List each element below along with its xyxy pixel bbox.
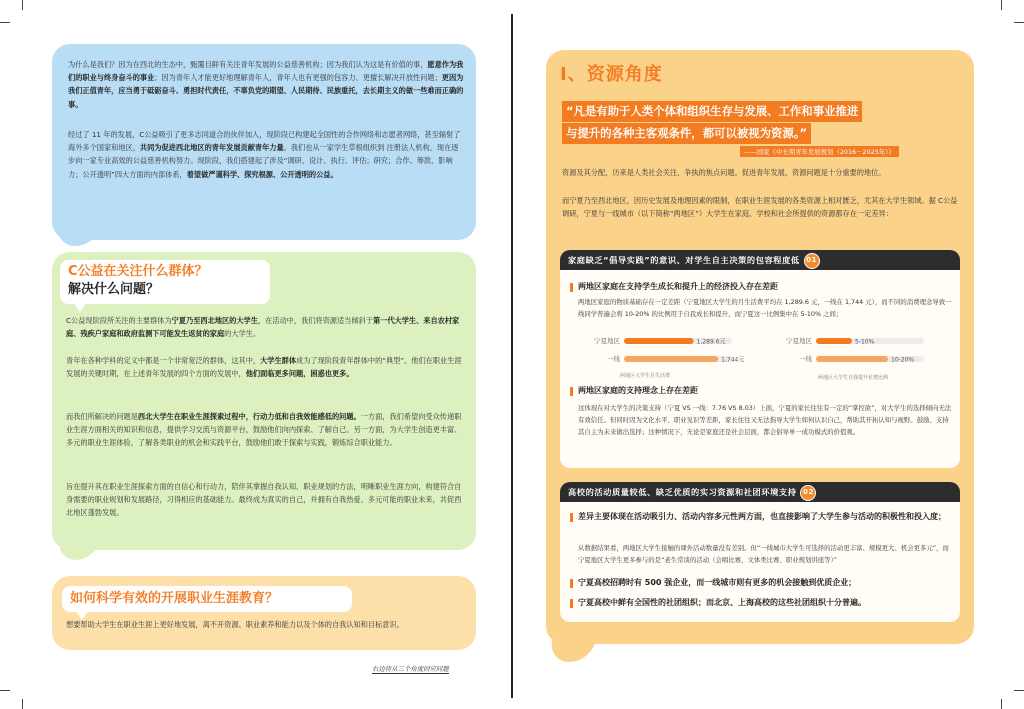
who-paragraph-2: 青年在各种学科的定义中都是一个非常宽泛的群体，这其中，大学生群体成为了现阶段青年群体中的“典型”。他们在职业生涯发展的关键时期，在上述青年发展的四个方面的发展中，他们面临更多问题，困惑也更多。 — [66, 356, 462, 379]
crop-mark — [1001, 699, 1002, 709]
how-title: 如何科学有效的开展职业生涯教育？ — [70, 591, 279, 606]
school-bullet-2: 宁夏高校招聘时有 500 强企业，而一线城市则有更多的机会接触到优质企业； — [578, 576, 954, 590]
crop-mark — [0, 22, 10, 23]
quote-block — [562, 100, 952, 144]
crop-mark — [1014, 22, 1024, 23]
family-text-1: 两地区家庭的物质基础存在一定差距（宁夏地区大学生的月生活费平均在 1,289.6 元，一线在 1,744 元），而不同的消费理念导致一线同学普遍会将 10-20% 的比例用于自我成长和提升，而宁夏这一比例集中在 5-10% 之间； — [578, 298, 952, 318]
quote-line-2: 与提升的各种主客观条件，都可以被视为资源。” — [562, 123, 811, 144]
intro-paragraph-2: 经过了 11 年的发展，C公益吸引了更多志同道合的伙伴加入，现阶段已构建起全国性的合作网络和志愿者网络，甚至辐射了海外多个国家和地区，共同为促进西北地区的青年发展贡献青年力量。我们也从一家学生草根组织到 注册法人机构，现在逐步向一家专业高效的公益慈善机构努力。现阶段，我们搭建起了涉及“调研、设计、执行、评估；研究；合作、筹款、影响力；公开透明”四大方面的内部体系，着望做严谨科学、探究根源、公开透明的公益。 — [68, 130, 461, 179]
family-box-header: 家庭缺乏“倡导实践”的意识、对学生自主决策的包容程度低 01 — [560, 250, 960, 270]
family-bullet-1: 两地区家庭在支持学生成长和提升上的经济投入存在差距 — [578, 280, 954, 294]
badge-02: 02 — [800, 485, 816, 501]
school-bullet-3: 宁夏高校中鲜有全国性的社团组织；而北京、上海高校的这些社团组织十分普遍。 — [578, 596, 954, 610]
crop-mark — [0, 690, 10, 691]
living-cost-category-label: 宁夏地区 — [594, 337, 620, 345]
intro-paragraph-1: 为什么是我们？因为在西北的生态中，甄霭目鲜有关注青年发展的公益慈善机构；因为我们认为这是有价值的事，愿意作为我们的职业与终身奋斗的事业；因为青年人才能更好地理解青年人，青年人也有更强的包容力、更擅长解决开放性问题；更因为我们正值青年，应当勇于砥砺奋斗、勇担时代责任，不辜负党的期望、人民期待、民族重托，去长期主义的做一些难而正确的事。 — [68, 60, 464, 109]
school-box-header: 高校的活动质量较低、缺乏优质的实习资源和社团环境支持 02 — [560, 482, 960, 502]
page-spine — [511, 14, 513, 698]
living-cost-value-label: 1,289.6元 — [696, 338, 726, 346]
living-cost-bar — [624, 338, 694, 344]
quote-line-1: “凡是有助于人类个体和组织生存与发展、工作和事业推进 — [562, 101, 862, 122]
crop-mark — [22, 0, 23, 10]
how-heading — [62, 586, 352, 612]
living-cost-value-label: 1,744元 — [721, 356, 745, 364]
crop-mark — [1001, 0, 1002, 10]
school-bullet-1: 差异主要体现在活动吸引力、活动内容多元性两方面，也直接影响了大学生参与活动的积极性和投入度； — [578, 510, 954, 524]
crop-mark — [1014, 690, 1024, 691]
how-text: 想要帮助大学生在职业生涯上更好地发展，离不开资源、职业素养和能力以及个体的自我认知和目标意识。 — [66, 620, 404, 629]
who-title-1: C公益在关注什么群体？ — [68, 264, 208, 279]
chart-a-caption: 两地区大学生月生活费 — [620, 373, 671, 379]
who-paragraph-4: 旨在提升其在职业生涯探索方面的自信心和行动力，陪伴其掌握自我认知、职业规划的方法，明晰职业生涯方向，构建符合自身需要的职业规划和发展路径，习得相应的基础能力。最终成为真实的自己，并拥有自我热爱、多元可能的职业未来，共促西北地区蓬勃发展。 — [66, 482, 462, 518]
resource-paragraph-1: 资源及其分配，历来是人类社会关注、争执的焦点问题。促进青年发展，资源问题是十分重要的地位。 — [562, 168, 886, 177]
living-cost-category-label: 一线 — [607, 355, 620, 363]
self-improvement-bar — [816, 338, 852, 344]
self-improvement-value-label: 10-20% — [891, 356, 915, 364]
living-cost-bar — [624, 356, 718, 362]
self-improvement-bar — [816, 356, 888, 362]
who-heading — [60, 260, 270, 304]
self-improvement-category-label: 一线 — [799, 355, 812, 363]
crop-mark — [22, 699, 23, 709]
chart-self-improvement — [770, 332, 950, 380]
badge-01: 01 — [804, 253, 820, 269]
who-paragraph-3: 而我们所解决的问题是西北大学生在职业生涯探索过程中，行动力低和自我效能感低的问题。一方面，我们希望向受众传递职业生涯方面相关的知识和信息，提供学习交流与资源平台，鼓励他们向内探索、了解自己。另一方面，为大学生创造更丰富、多元的职业生涯体验，了解各类职业的机会和实践平台，鼓励他们敢于探索与实践，锻炼综合职业能力。 — [66, 412, 462, 448]
footer-note: 右边将从三个角度回应问题 — [372, 665, 449, 673]
who-paragraph-1: C公益现阶段所关注的主要群体为宁夏乃至西北地区的大学生，在活动中，我们将资源适当倾斜于第一代大学生、来自农村家庭、残疾户家庭和政府监测下可能发生返贫的家庭的大学生。 — [66, 316, 460, 339]
who-title-2: 解决什么问题？ — [68, 282, 160, 297]
chart-b-caption: 两地区大学生自我提升花费比例 — [818, 375, 889, 381]
family-text-2: 这体现在对大学生的决策支持（宁夏 VS 一线：7.76 VS 8.03）上面，宁夏的家长往往有一定的“掌控欲”，对大学生的选择倾向无法有效信任。但同时因为文化水平、职业见识等差距，家长往往又无法指导大学生如何认识自己，帮助其开拓认知与视野。鼓励、支持其自主为未来做出选择；这种情况下，无论是家庭还是社会层面，都会倡导单一成功模式的价值观。 — [578, 404, 952, 436]
chart-b-svg — [770, 332, 950, 380]
self-improvement-category-label: 宁夏地区 — [786, 337, 812, 345]
self-improvement-value-label: 5-10% — [855, 338, 875, 346]
quote-source: ——国家《中长期青年发展规划（2016－2025年）》 — [740, 146, 899, 157]
section-title: I、资源角度 — [560, 64, 663, 85]
family-bullet-2: 两地区家庭的支持理念上存在差距 — [578, 384, 954, 398]
school-text-1: 从数据结果看，两地区大学生接触的课外活动数量没有差别。但“一线城市大学生可选择的活动更丰富、规模更大、机会更多元”，而宁夏地区大学生更多参与的是“老生常谈的活动（会唱比赛、文体类比赛、职业规划讲座等）” — [578, 544, 949, 564]
resource-paragraph-2: 而宁夏乃至西北地区，因历史发展及地理因素的限制，在职业生涯发展的各类资源上相对匮乏，尤其在大学生领域。据 C公益调研，宁夏与一线城市（以下简称“两地区”）大学生在家庭、学校和社会所提供的资源都存在一定差异： — [562, 196, 958, 219]
